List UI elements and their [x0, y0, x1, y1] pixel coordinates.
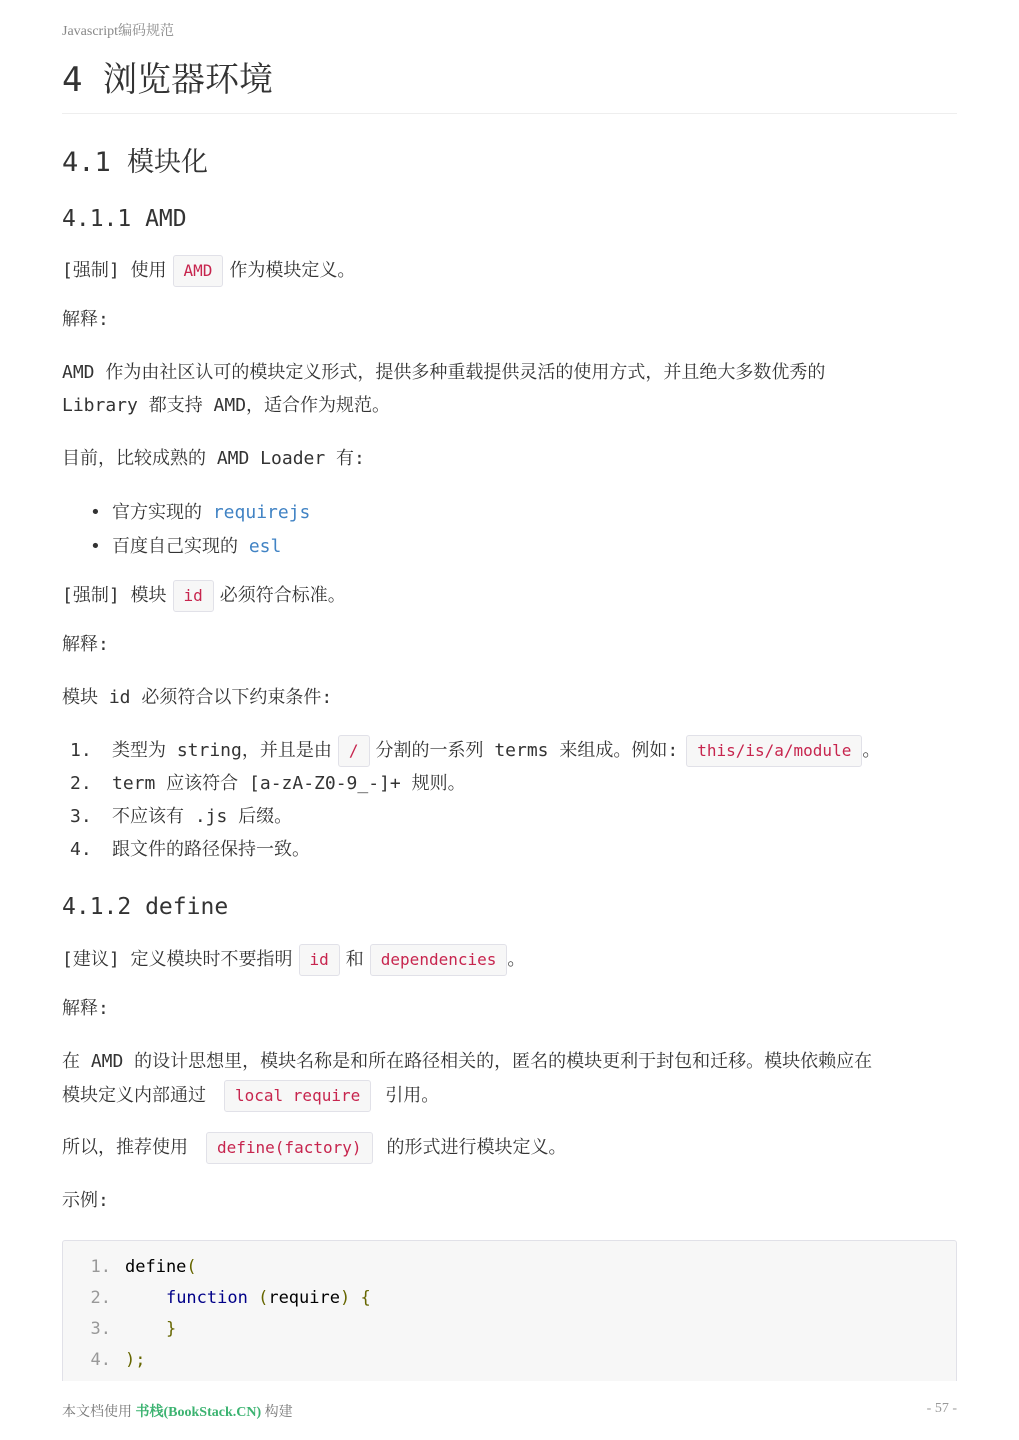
code-keyword: function: [165, 1288, 248, 1308]
code-line: [63, 1252, 197, 1283]
section-title: 4.1 模块化: [62, 147, 209, 178]
line-number: 3.: [90, 1319, 111, 1339]
code-token: (: [186, 1257, 197, 1277]
inline-code: id: [173, 580, 214, 612]
list-item: [62, 800, 880, 833]
rule-define: [62, 943, 525, 976]
code-token: }: [165, 1319, 177, 1339]
line-number: 2.: [90, 1288, 111, 1308]
explanation-label: 解释:: [62, 998, 109, 1019]
list-item-text: term 应该符合 [a-zA-Z0-9_-]+ 规则。: [112, 773, 466, 794]
rule-text: [强制] 模块: [62, 585, 167, 606]
subsection-title-amd: 4.1.1 AMD: [62, 206, 187, 232]
inline-code: /: [338, 735, 370, 767]
inline-code: local require: [224, 1080, 371, 1112]
loader-list: [62, 496, 310, 564]
list-item-text: 分割的一系列 terms 来组成。例如:: [375, 740, 679, 761]
list-item-text: 不应该有 .js 后缀。: [112, 806, 293, 827]
esl-link[interactable]: esl: [248, 536, 282, 557]
code-token: ) {: [339, 1288, 371, 1308]
constraint-list: [62, 734, 880, 866]
list-item: [62, 767, 880, 800]
paragraph-line: 在 AMD 的设计思想里，模块名称是和所在路径相关的，匿名的模块更利于封包和迁移。模块依赖应在: [62, 1051, 873, 1072]
inline-code: define(factory): [206, 1132, 373, 1164]
rule-amd: [62, 254, 355, 287]
explanation-label: 解释:: [62, 309, 109, 330]
list-number: 4.: [70, 839, 92, 860]
line-number: 1.: [90, 1257, 111, 1277]
chapter-title: 4 浏览器环境: [62, 52, 957, 114]
list-item-text: 百度自己实现的: [112, 536, 238, 557]
loaders-intro: 目前，比较成熟的 AMD Loader 有:: [62, 448, 365, 469]
paragraph-line: AMD 作为由社区认可的模块定义形式，提供多种重载提供灵活的使用方式，并且绝大多数优秀的: [62, 362, 826, 383]
code-line: [63, 1345, 145, 1376]
paragraph-text: 所以，推荐使用: [62, 1137, 188, 1158]
constraints-intro: 模块 id 必须符合以下约束条件:: [62, 687, 333, 708]
paragraph-line: Library 都支持 AMD，适合作为规范。: [62, 395, 391, 416]
list-item: [62, 734, 880, 767]
explanation-label: 解释:: [62, 634, 109, 655]
list-number: 3.: [70, 806, 92, 827]
code-line: [63, 1283, 371, 1314]
recommendation: [62, 1131, 567, 1164]
code-token: );: [125, 1350, 146, 1370]
footer-credit: [62, 1401, 293, 1421]
list-item: • 官方实现的 requirejs: [90, 502, 311, 523]
footer-text: 本文档使用: [62, 1405, 132, 1420]
list-item: • 百度自己实现的 esl: [90, 536, 282, 557]
code-block: [62, 1240, 957, 1381]
paragraph-line: [62, 1079, 439, 1112]
list-item-text: 跟文件的路径保持一致。: [112, 839, 310, 860]
rule-text: 必须符合标准。: [219, 585, 346, 606]
rule-text: 。: [507, 949, 526, 970]
inline-code: id: [299, 944, 340, 976]
inline-code: dependencies: [370, 944, 508, 976]
code-indent: [125, 1288, 166, 1308]
code-token: (: [247, 1288, 269, 1308]
footer-text: 构建: [264, 1405, 293, 1420]
code-token: require: [268, 1288, 340, 1308]
bookstack-link[interactable]: 书栈(BookStack.CN): [135, 1405, 262, 1420]
rule-module-id: [62, 579, 346, 612]
code-indent: [125, 1319, 166, 1339]
list-number: 2.: [70, 773, 92, 794]
list-number: 1.: [70, 740, 92, 761]
line-number: 4.: [90, 1350, 111, 1370]
page-number: - 57 -: [926, 1401, 957, 1416]
code-token: define: [125, 1257, 187, 1277]
rule-text: [建议] 定义模块时不要指明: [62, 949, 293, 970]
rule-text: 和: [345, 949, 364, 970]
list-item: [62, 833, 880, 866]
running-header: Javascript编码规范: [62, 24, 174, 39]
code-line: [63, 1314, 176, 1345]
paragraph-text: 的形式进行模块定义。: [386, 1137, 567, 1158]
paragraph-text: 模块定义内部通过: [62, 1085, 206, 1106]
subsection-title-define: 4.1.2 define: [62, 894, 229, 920]
list-item-text: 类型为 string，并且是由: [112, 740, 332, 761]
requirejs-link[interactable]: requirejs: [212, 502, 311, 523]
inline-code: AMD: [173, 255, 224, 287]
rule-text: [强制] 使用: [62, 260, 167, 281]
rule-text: 作为模块定义。: [229, 260, 356, 281]
list-item-text: 。: [862, 740, 881, 761]
inline-code: this/is/a/module: [686, 735, 862, 767]
paragraph-text: 引用。: [385, 1085, 440, 1106]
example-label: 示例:: [62, 1190, 109, 1211]
list-item-text: 官方实现的: [112, 502, 202, 523]
